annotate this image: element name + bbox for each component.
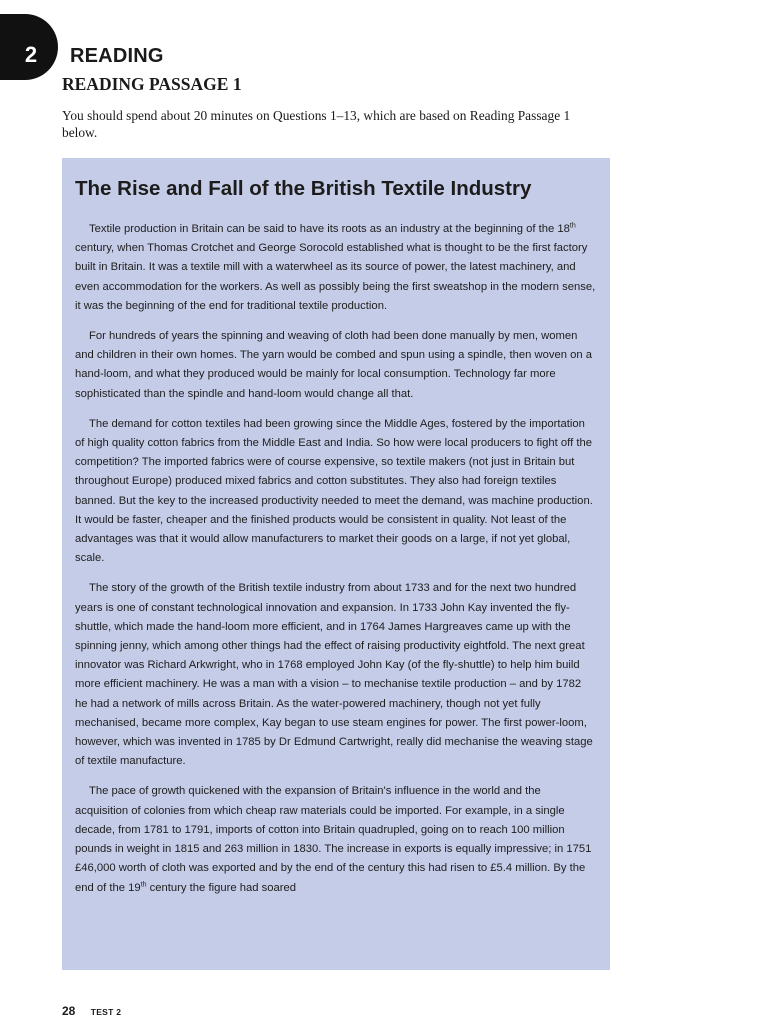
- instructions: You should spend about 20 minutes on Questions 1–13, which are based on Reading Passage 1 below.: [62, 108, 571, 140]
- passage-box: [62, 158, 610, 970]
- passage-paragraph-1: Textile production in Britain can be said to have its roots as an industry at the beginning of the 18th century, when Thomas Crotchet and George Sorocold established what is thought to be the first factory built in Britain. It was a textile mill with a waterwheel as its source of power, the latest machinery, and even accommodation for the workers. As well as possibly being the first sweatshop in the modern sense, it was the beginning of the end for traditional textile production.: [75, 222, 596, 312]
- test-label: TEST 2: [90, 1007, 122, 1017]
- passage-paragraph-2: For hundreds of years the spinning and weaving of cloth had been done manually by men, women and children in their own homes. The yarn would be combed and spun using a spindle, then woven on a hand-loom, and what they produced would be mainly for local consumption. Technology far more sophisticated than the spindle and hand-loom would change all that.: [75, 330, 593, 400]
- passage-label: READING PASSAGE 1: [62, 74, 242, 94]
- passage-paragraph-3: The demand for cotton textiles had been growing since the Middle Ages, fostered by the importation of high quality cotton fabrics from the Middle East and India. So how were local producers to fight off the competition? The imported fabrics were of course expensive, so textile makers (not just in Britain but throughout Europe) produced mixed fabrics and cotton substitutes. They also had foreign textiles banned. But the key to the increased productivity needed to meet the demand, was machine production. It would be faster, cheaper and the finished products would be consistent in quality. Not least of the advantages was that it would allow manufacturers to market their goods on a large, if not yet global, scale.: [75, 417, 593, 565]
- section-heading: READING: [70, 45, 164, 67]
- page-footer: [62, 1004, 121, 1019]
- superscript: th: [569, 222, 576, 230]
- superscript: th: [140, 880, 147, 888]
- passage-paragraph-5: The pace of growth quickened with the expansion of Britain's influence in the world and the acquisition of colonies from which cheap raw materials could be imported. For example, in a single decade, from 1781 to 1791, imports of cotton into Britain quadrupled, going on to reach 100 million pounds in weight in 1815 and 263 million in 1830. The increase in exports is equally impressive; in 1751 £46,000 worth of cloth was exported and by the end of the century this had risen to £5.4 million. By the end of the 19th century the figure had soared: [75, 785, 592, 894]
- passage-title: The Rise and Fall of the British Textile Industry: [75, 177, 532, 200]
- section-number: 2: [24, 42, 38, 67]
- page-number: 28: [62, 1004, 76, 1018]
- passage-paragraph-4: The story of the growth of the British textile industry from about 1733 and for the next two hundred years is one of constant technological innovation and expansion. In 1733 John Kay invented the fly-shuttle, which made the hand-loom more efficient, and in 1764 James Hargreaves came up with the spinning jenny, which among other things had the effect of raising productivity eightfold. The next great innovator was Richard Arkwright, who in 1768 employed John Kay (of the fly-shuttle) to help him build more efficient machinery. He was a man with a vision – to mechanise textile production – and by 1782 he had a network of mills across Britain. As the water-powered machinery, though not yet fully mechanised, became more complex, Kay began to use steam engines for power. The first power-loom, however, which was invented in 1785 by Dr Edmund Cartwright, really did mechanise the weaving stage of textile manufacture.: [75, 582, 593, 768]
